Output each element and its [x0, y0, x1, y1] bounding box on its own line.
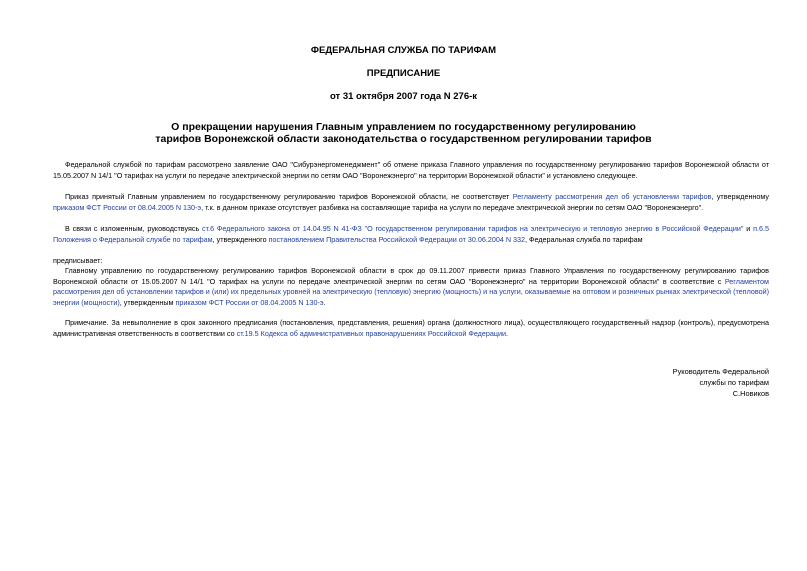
link-federal-law-41fz[interactable]: ст.6 Федерального закона от 14.04.95 N 41-ФЗ "О государственном регулировании тарифов на электрическую и тепловую энергию в Российской Федерации"	[202, 224, 744, 233]
paragraph-2-text-3: , т.к. в данном приказе отсутствует разбивка на составляющие тарифа на услуги по передаче электрической энергии по сетям ОАО "Воронежэнерго".	[201, 202, 704, 212]
paragraph-5-text-2: , утвержденным	[119, 297, 176, 307]
paragraph-2-text-1: Приказ принятый Главным управлением по государственному регулированию тарифов Воронежской области, не соответствует	[65, 192, 513, 201]
paragraph-2	[53, 192, 769, 213]
document-type: ПРЕДПИСАНИЕ	[366, 68, 441, 79]
paragraph-3-text-2: и	[743, 224, 754, 233]
paragraph-5-text-1: Главному управлению по государственному регулированию тарифов Воронежской области в срок до 09.11.2007 привести приказ Главного Управления по государственному регулированию тарифов Воронежской области от 15.05.2007 N 14/1 "О тарифах на услуги по передаче электрической энергии по сетям ОАО "Воронежэнерго" на территории Воронежской области" в соответствие с	[53, 266, 769, 286]
link-koap-19-5[interactable]: ст.19.5 Кодекса об административных правонарушениях Российской Федерации	[236, 328, 506, 338]
link-reglament-full[interactable]: Регламентом рассмотрения дел об установлении тарифов и (или) их предельных уровней на электрическую (тепловую) энергию (мощность) и на услуги, оказываемые на оптовом и розничных рынках электрической (тепловой) энергии (мощности)	[53, 276, 769, 307]
link-government-decree-332[interactable]: постановлением Правительства Российской Федерации от 30.06.2004 N 332	[268, 234, 526, 244]
link-reglament[interactable]: Регламенту рассмотрения дел об установлении тарифов	[512, 192, 712, 201]
paragraph-1-text: Федеральной службой по тарифам рассмотрено заявление ОАО "Сибурэнергоменеджмент" об отмене приказа Главного управления по государственному регулированию тарифов Воронежской области от 15.05.2007 N 14/1 "О тарифах на услуги по передаче электрической энергии по сетям ОАО "Воронежэнерго" на территории Воронежской области" и установлено следующее.	[53, 160, 769, 180]
note-text-2: .	[506, 328, 508, 338]
agency-title: ФЕДЕРАЛЬНАЯ СЛУЖБА ПО ТАРИФАМ	[310, 45, 497, 56]
paragraph-5-text-3: .	[323, 297, 326, 307]
signature-block	[673, 366, 769, 400]
note-text-1: Примечание. За невыполнение в срок законного предписания (постановления, представления, решения) органа (должностного лица), осуществляющего государственный надзор (контроль), предусмотрена административная ответственность в соответствии со	[53, 318, 769, 338]
signature-name: С.Новиков	[732, 389, 769, 399]
paragraph-3-text-1: В связи с изложенным, руководствуясь	[65, 224, 202, 233]
link-order-130e-2[interactable]: приказом ФСТ России от 08.04.2005 N 130-э	[175, 297, 324, 307]
link-fst-regulation[interactable]: п.6.5 Положения о Федеральной службе по тарифам	[53, 224, 770, 244]
link-order-130e[interactable]: приказом ФСТ России от 08.04.2005 N 130-э	[53, 202, 202, 212]
paragraph-3-text-4: , Федеральная служба по тарифам	[525, 234, 643, 244]
signature-position-line-2: службы по тарифам	[699, 378, 769, 388]
signature-position-line-1: Руководитель Федеральной	[672, 367, 769, 376]
paragraph-prescribes	[53, 256, 769, 267]
subject-line-1: О прекращении нарушения Главным управлением по государственному регулированию	[171, 121, 636, 133]
prescribes-text: предписывает:	[53, 256, 103, 265]
subject-line-2: тарифов Воронежской области законодательства о государственном регулировании тарифов	[155, 133, 652, 145]
paragraph-3-text-3: , утвержденного	[212, 234, 269, 244]
paragraph-note	[53, 318, 769, 339]
paragraph-3	[53, 224, 769, 245]
paragraph-2-text-2: , утвержденному	[711, 192, 770, 201]
document-date-number: от 31 октября 2007 года N 276-к	[329, 91, 478, 102]
paragraph-5	[53, 266, 769, 308]
paragraph-1	[53, 160, 769, 181]
